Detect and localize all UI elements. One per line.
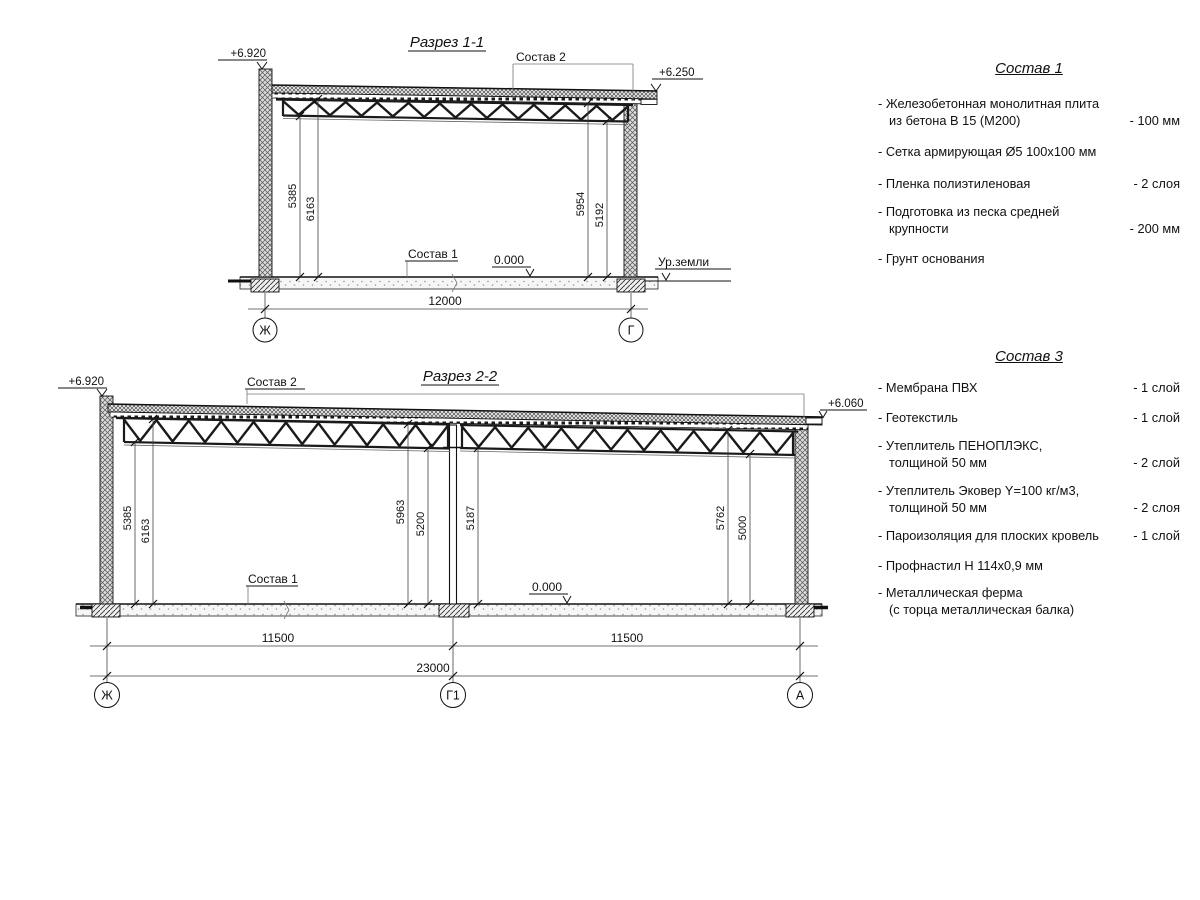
truss-left-section2 [116, 418, 450, 452]
sostav3-list [878, 348, 1180, 618]
zero-mark-section1 [492, 253, 534, 276]
list-item-value: - 2 слоя [1133, 500, 1180, 515]
list-item-value: - 2 слоя [1133, 176, 1180, 191]
section-1-1 [218, 34, 731, 342]
list-item [878, 482, 1180, 516]
list-item [878, 250, 1180, 267]
axis-bubble-label: Г [627, 323, 635, 338]
list-item [878, 203, 1180, 237]
truss-right-section2 [460, 425, 798, 458]
wall-right-section1 [624, 101, 637, 277]
vertical-dim-label: 5385 [287, 183, 299, 209]
list-item-value: - 1 слой [1133, 528, 1180, 543]
callout-label: Состав 2 [516, 50, 566, 64]
list-item [878, 95, 1180, 129]
list-item [878, 175, 1180, 192]
list-item-text: (с торца металлическая балка) [889, 602, 1075, 617]
ground-level-mark [655, 255, 731, 280]
elevation-label: +6.920 [68, 376, 104, 388]
dim-span-label: 11500 [610, 631, 644, 645]
list-item-text: крупности [889, 221, 949, 236]
wall-left-section2 [100, 396, 113, 604]
section-2-2 [58, 368, 867, 708]
list-item-text: - Пароизоляция для плоских кровель [878, 528, 1099, 543]
axis-bubble-label: Г1 [446, 688, 460, 703]
elevation-left-section2 [58, 376, 107, 396]
list-item-text: - Пленка полиэтиленовая [878, 176, 1031, 191]
vertical-dim-label: 5963 [395, 499, 407, 525]
list-item [878, 527, 1180, 544]
vertical-dim-label: 5954 [575, 191, 587, 217]
horizontal-dim-section1 [248, 293, 648, 318]
list-item-value: - 1 слой [1133, 380, 1180, 395]
axis-bubbles-section2 [95, 683, 813, 708]
roof-edge-cap [641, 99, 657, 104]
elevation-label: +6.920 [230, 48, 266, 60]
wall-left-section1 [259, 69, 272, 277]
list-item-text: толщиной 50 мм [889, 455, 987, 470]
elevation-right-section1 [651, 67, 703, 91]
list-item-text: - Утеплитель ПЕНОПЛЭКС, [878, 438, 1043, 453]
dim-total-label: 12000 [428, 294, 462, 308]
list-item-text: толщиной 50 мм [889, 500, 987, 515]
list-item-text: - Профнастил Н 114х0,9 мм [878, 558, 1043, 573]
vertical-dim-label: 5187 [465, 505, 477, 531]
zero-label: 0.000 [494, 253, 525, 267]
wall-right-section2 [795, 422, 808, 604]
list-item-value: - 100 мм [1129, 113, 1180, 128]
floor-slab-1 [228, 274, 731, 292]
list-item-text: из бетона В 15 (М200) [889, 113, 1021, 128]
list-item-text: - Геотекстиль [878, 410, 958, 425]
list-item-text: - Металлическая ферма [878, 585, 1023, 600]
sostav3-list-title: Состав 3 [995, 348, 1063, 365]
elevation-left-section1 [218, 48, 267, 69]
sostav1-list [878, 60, 1180, 267]
horizontal-dims-section2 [90, 618, 818, 683]
elevation-right-section2 [819, 398, 867, 418]
dim-total-label: 23000 [416, 661, 450, 675]
list-item [878, 557, 1180, 574]
list-item [878, 584, 1180, 618]
vertical-dim-label: 6163 [305, 196, 317, 222]
list-item-text: - Сетка армирующая Ø5 100х100 мм [878, 144, 1097, 159]
zero-label: 0.000 [532, 580, 563, 594]
truss-section1 [276, 100, 633, 125]
section1-title: Разрез 1-1 [409, 34, 485, 51]
sostav1-callout-section1 [405, 247, 458, 277]
section2-title: Разрез 2-2 [422, 368, 498, 385]
list-item [878, 437, 1180, 471]
vertical-dim-label: 5192 [594, 202, 606, 228]
axis-bubble-label: А [795, 688, 805, 703]
roof-edge-cap [806, 418, 822, 424]
list-item [878, 143, 1180, 160]
list-item-value: - 2 слой [1133, 455, 1180, 470]
sostav1-callout-section2 [246, 572, 298, 604]
vertical-dim-label: 6163 [140, 518, 152, 544]
list-item-text: - Мембрана ПВХ [878, 380, 978, 395]
axis-bubble-label: Ж [101, 688, 113, 703]
vertical-dim-label: 5385 [122, 505, 134, 531]
zero-mark-section2 [529, 580, 571, 603]
axis-bubble-label: Ж [259, 323, 271, 338]
middle-column-section2 [443, 425, 463, 604]
list-item [878, 409, 1180, 426]
ground-label: Ур.земли [658, 255, 710, 269]
list-item-text: - Подготовка из песка средней [878, 204, 1060, 219]
callout-label: Состав 1 [408, 247, 458, 261]
list-item-text: - Утеплитель Эковер Y=100 кг/м3, [878, 483, 1080, 498]
elevation-label: +6.250 [659, 67, 695, 79]
list-item-text: - Железобетонная монолитная плита [878, 96, 1100, 111]
list-item-value: - 1 слой [1133, 410, 1180, 425]
vertical-dim-label: 5762 [715, 505, 727, 531]
list-item-text: - Грунт основания [878, 251, 985, 266]
sostav1-list-title: Состав 1 [995, 60, 1063, 77]
dim-span-label: 11500 [261, 631, 295, 645]
callout-label: Состав 2 [247, 375, 297, 389]
callout-label: Состав 1 [248, 572, 298, 586]
list-item-value: - 200 мм [1129, 221, 1180, 236]
vertical-dim-label: 5200 [415, 511, 427, 537]
list-item [878, 379, 1180, 396]
axis-bubbles-section1 [253, 318, 643, 342]
elevation-label: +6.060 [828, 398, 864, 410]
vertical-dim-label: 5000 [737, 515, 749, 541]
